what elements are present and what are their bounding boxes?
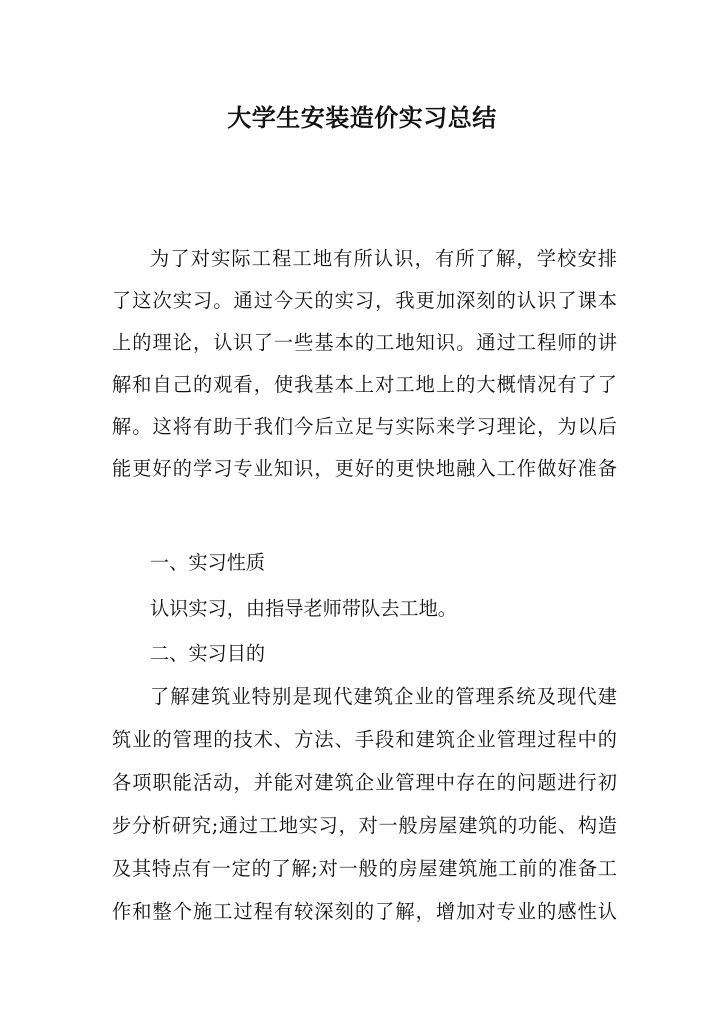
paragraph1-line: 解。这将有助于我们今后立足与实际来学习理论，为以后 [112, 415, 617, 438]
document-title: 大学生安装造价实习总结 [227, 104, 497, 132]
section2-heading: 二、实习目的 [150, 642, 266, 665]
paragraph2-line: 了解建筑业特别是现代建筑企业的管理系统及现代建 [150, 685, 617, 708]
paragraph2-line: 及其特点有一定的了解;对一般的房屋建筑施工前的准备工 [112, 857, 617, 880]
paragraph2-line: 各项职能活动，并能对建筑企业管理中存在的问题进行初 [112, 771, 617, 794]
paragraph2-line: 作和整个施工过程有较深刻的了解，增加对专业的感性认 [112, 900, 617, 923]
paragraph2-line: 筑业的管理的技术、方法、手段和建筑企业管理过程中的 [112, 728, 617, 751]
paragraph1-line: 解和自己的观看，使我基本上对工地上的大概情况有了了 [112, 373, 617, 396]
section1-heading: 一、实习性质 [150, 551, 266, 574]
paragraph2-line: 步分析研究;通过工地实习，对一般房屋建筑的功能、构造 [112, 814, 617, 837]
paragraph1-line: 了这次实习。通过今天的实习，我更加深刻的认识了课本 [112, 289, 617, 312]
paragraph1-line: 能更好的学习专业知识，更好的更快地融入工作做好准备 [112, 457, 617, 480]
section1-body: 认识实习，由指导老师带队去工地。 [150, 597, 457, 620]
paragraph1-line: 为了对实际工程工地有所认识，有所了解，学校安排 [150, 247, 617, 270]
paragraph1-line: 上的理论，认识了一些基本的工地知识。通过工程师的讲 [112, 331, 617, 354]
